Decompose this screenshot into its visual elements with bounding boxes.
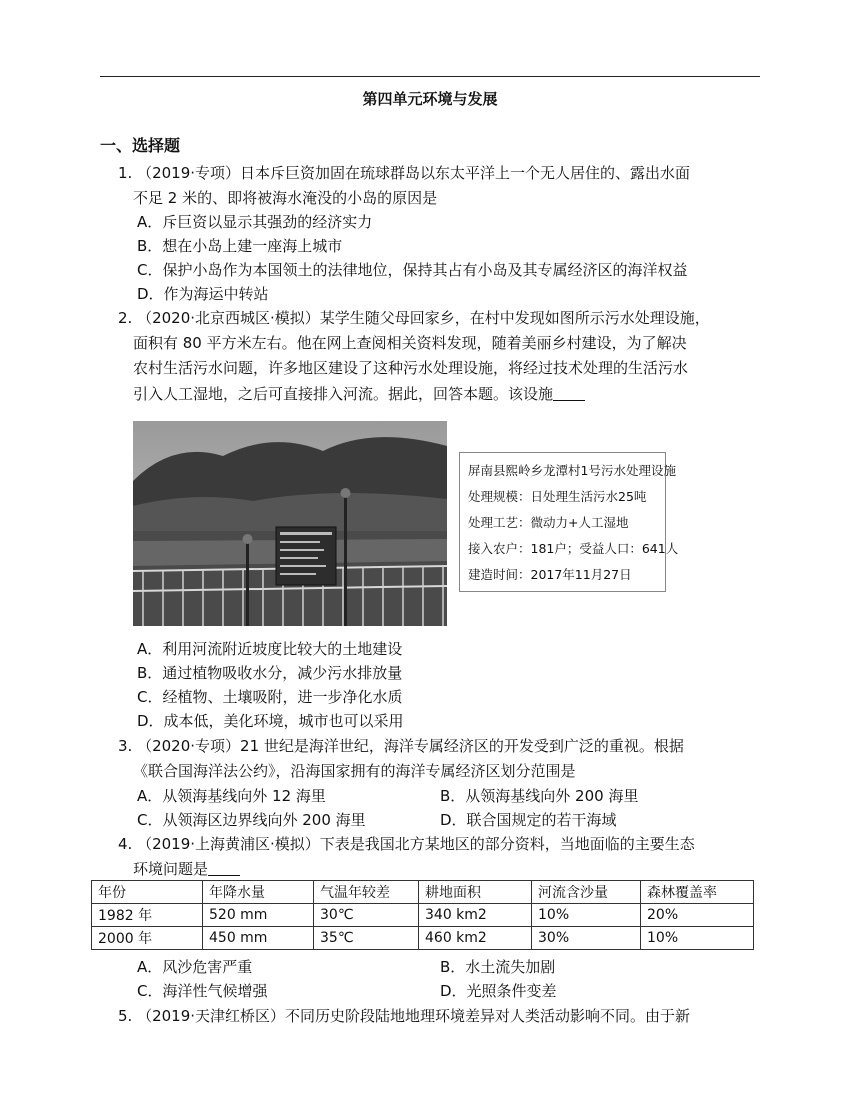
table-cell: 10%: [641, 927, 754, 950]
q2-stem-line4: 引入人工湿地，之后可直接排入河流。据此，回答本题。该设施: [133, 382, 585, 406]
page-title: 第四单元环境与发展: [362, 90, 498, 108]
q1-stem-line2: 不足 2 米的、即将被海水淹没的小岛的原因是: [133, 189, 438, 207]
q4-option-d: D．光照条件变差: [440, 982, 557, 1000]
q2-stem-line2: 面积有 80 平方米左右。他在网上查阅相关资料发现，随着美丽乡村建设，为了解决: [133, 334, 687, 352]
table-cell: 450 mm: [203, 927, 314, 950]
table-cell: 1982 年: [92, 904, 203, 927]
table-row: [92, 904, 754, 927]
climate-data-table: [91, 880, 754, 950]
table-cell: 460 km2: [419, 927, 532, 950]
answer-blank: [208, 859, 240, 876]
table-row: [92, 927, 754, 950]
table-cell: 2000 年: [92, 927, 203, 950]
table-header: 气温年较差: [314, 881, 419, 904]
callout-households: 接入农户：181户；受益人口：641人: [468, 541, 679, 556]
table-header: 年份: [92, 881, 203, 904]
q2-stem-line1: 2. （2020·北京西城区·模拟）某学生随父母回家乡，在村中发现如图所示污水处理设施，: [118, 309, 710, 327]
table-header: 森林覆盖率: [641, 881, 754, 904]
facility-info-callout: [459, 452, 679, 592]
q2-option-b: B．通过植物吸收水分，减少污水排放量: [137, 664, 403, 682]
q4-stem-line1: 4. （2019·上海黄浦区·模拟）下表是我国北方某地区的部分资料，当地面临的主要生态: [118, 835, 695, 853]
answer-blank: [553, 384, 585, 401]
q4-stem-line2: 环境问题是: [133, 857, 240, 881]
callout-process: 处理工艺：微动力+人工湿地: [468, 515, 629, 530]
table-cell: 30℃: [314, 904, 419, 927]
q1-stem-line1: 1. （2019·专项）日本斥巨资加固在琉球群岛以东太平洋上一个无人居住的、露出水面: [118, 164, 691, 182]
table-cell: 35℃: [314, 927, 419, 950]
q3-option-d: D．联合国规定的若干海域: [440, 811, 617, 829]
table-header: 耕地面积: [419, 881, 532, 904]
sewage-facility-photo: [133, 421, 447, 626]
table-cell: 10%: [532, 904, 641, 927]
table-header: 河流含沙量: [532, 881, 641, 904]
header-rule: [100, 76, 760, 77]
q5-stem-line1: 5. （2019·天津红桥区）不同历史阶段陆地地理环境差异对人类活动影响不同。由于新: [118, 1007, 691, 1025]
table-header: 年降水量: [203, 881, 314, 904]
q3-option-b: B．从领海基线向外 200 海里: [440, 787, 639, 805]
table-cell: 340 km2: [419, 904, 532, 927]
q1-option-c: C．保护小岛作为本国领土的法律地位，保持其占有小岛及其专属经济区的海洋权益: [137, 261, 688, 279]
callout-date: 建造时间：2017年11月27日: [468, 567, 632, 582]
q2-option-a: A．利用河流附近坡度比较大的土地建设: [137, 640, 403, 658]
q3-stem-line2: 《联合国海洋法公约》，沿海国家拥有的海洋专属经济区划分范围是: [133, 762, 576, 780]
section-title: 一、选择题: [100, 136, 181, 155]
q4-option-c: C．海洋性气候增强: [137, 982, 268, 1000]
q3-option-a: A．从领海基线向外 12 海里: [137, 787, 326, 805]
q3-stem-line1: 3. （2020·专项）21 世纪是海洋世纪，海洋专属经济区的开发受到广泛的重视。根据: [118, 737, 684, 755]
callout-title: 屏南县熙岭乡龙潭村1号污水处理设施: [468, 463, 676, 478]
q1-option-a: A．斥巨资以显示其强劲的经济实力: [137, 213, 373, 231]
table-cell: 520 mm: [203, 904, 314, 927]
q2-stem-line3: 农村生活污水问题，许多地区建设了这种污水处理设施，将经过技术处理的生活污水: [133, 359, 689, 377]
q1-option-d: D．作为海运中转站: [137, 285, 269, 303]
q4-option-b: B．水土流失加剧: [440, 958, 556, 976]
table-cell: 20%: [641, 904, 754, 927]
q2-option-c: C．经植物、土壤吸附，进一步净化水质: [137, 688, 403, 706]
table-header-row: [92, 881, 754, 904]
q4-option-a: A．风沙危害严重: [137, 958, 253, 976]
q1-option-b: B．想在小岛上建一座海上城市: [137, 237, 343, 255]
callout-scale: 处理规模：日处理生活污水25吨: [468, 489, 647, 504]
q3-option-c: C．从领海区边界线向外 200 海里: [137, 811, 366, 829]
q2-option-d: D．成本低，美化环境，城市也可以采用: [137, 712, 404, 730]
table-cell: 30%: [532, 927, 641, 950]
